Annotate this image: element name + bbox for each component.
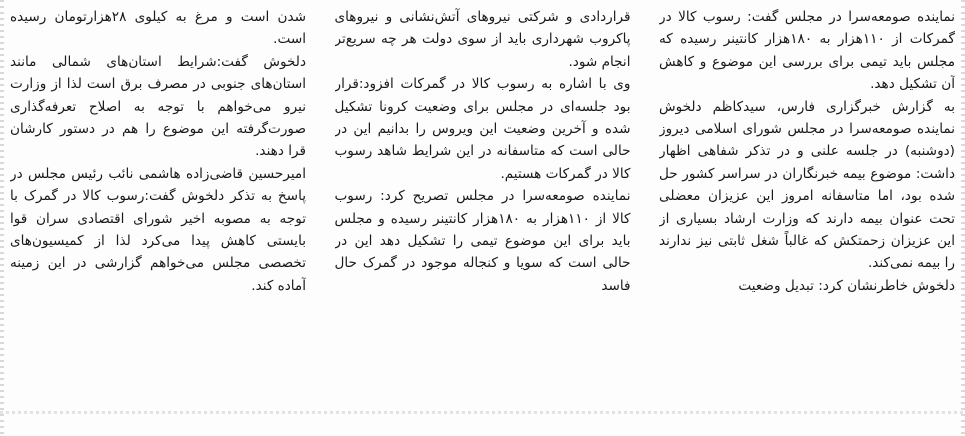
column-3-paragraph-2: دلخوش گفت:شرایط استان‌های شمالی مانند استان‌های جنوبی در مصرف برق است لذا از وزارت نیرو می‌خواهم با توجه به اصلاح تعرفه‌گذاری صورت‌گرفته این موضوع را هم در دستور کارشان قرا دهند. xyxy=(10,53,306,160)
page-edge-right xyxy=(961,0,965,436)
column-2-paragraph-3: نماینده صومعه‌سرا در مجلس تصریح کرد: رسوب کالا از ۱۱۰هزار به ۱۸۰هزار کانتینر رسیده و مجلس باید برای این موضوع تیمی را تشکیل دهد این در حالی است که سویا و کنجاله موجود در گمرک حال فاسد xyxy=(334,188,631,294)
bottom-divider xyxy=(0,411,965,414)
column-2-paragraph-1: قراردادی و شرکتی نیروهای آتش‌نشانی و نیروهای پاکروب شهرداری باید از سوی دولت هر چه سریع‌تر انجام شود. xyxy=(334,9,631,70)
column-2-paragraph-2: وی با اشاره به رسوب کالا در گمرکات افزود:قرار بود جلسه‌ای در مجلس برای وضعیت کرونا تشکیل شده و آخرین وضعیت این ویروس را بدانیم این در حالی است که متاسفانه در این شرایط شاهد رسوب کالا در گمرکات هستیم. xyxy=(334,76,631,182)
column-3-paragraph-1: شدن است و مرغ به کیلوی ۲۸هزارتومان رسیده است. xyxy=(10,9,306,48)
column-3-paragraph-3: امیرحسین قاضی‌زاده هاشمی نائب رئیس مجلس در پاسخ به تذکر دلخوش گفت:رسوب کالا در گمرک با توجه به مصوبه اخیر شورای اقتصادی سران قوا بایستی کاهش پیدا می‌کرد لذا از کمیسیون‌های تخصصی مجلس می‌خواهم گزارشی در این زمینه آماده کند. xyxy=(10,165,306,294)
page-edge-left xyxy=(0,0,4,436)
article-column-2 xyxy=(335,6,631,406)
article-column-3 xyxy=(10,6,306,406)
column-1-paragraph-2: به گزارش خبرگزاری فارس، سیدکاظم دلخوش نماینده صومعه‌سرا در مجلس شورای اسلامی دیروز (دوشنبه) در جلسه علنی و در تذکر شفاهی اظهار داشت: موضوع بیمه خبرنگاران در سراسر کشور حل شده بود، اما متاسفانه امروز این عزیزان معضلی تحت عنوان بیمه دارند که وزارت ارشاد بسیاری از این عزیزان زحمتکش که غالباً شغل ثابتی نیز ندارند را بیمه نمی‌کند. xyxy=(659,98,955,272)
article-column-1 xyxy=(659,6,955,406)
column-1-paragraph-3: دلخوش خاطرنشان کرد: تبدیل وضعیت xyxy=(738,277,955,294)
article-columns xyxy=(10,6,955,406)
column-1-paragraph-1: نماینده صومعه‌سرا در مجلس گفت: رسوب کالا در گمرکات از ۱۱۰هزار به ۱۸۰هزار کانتینر رسیده که مجلس باید تیمی برای بررسی این موضوع و کاهش آن تشکیل دهد. xyxy=(659,9,955,93)
